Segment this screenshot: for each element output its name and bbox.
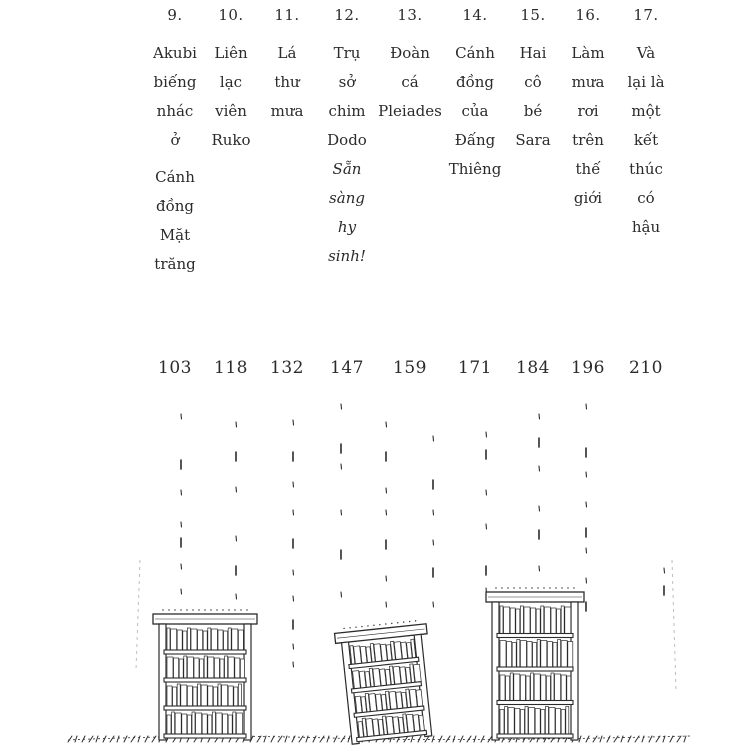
chapter-page-number: 159 bbox=[393, 358, 427, 378]
raindrop-icon bbox=[586, 548, 587, 553]
raindrop-icon bbox=[539, 506, 540, 511]
chapter-title-line: thúc bbox=[629, 160, 663, 178]
chapter-title-line: sàng bbox=[329, 189, 365, 207]
chapter-title-line: đồng bbox=[155, 197, 195, 215]
chapter-number: 14. bbox=[462, 6, 488, 24]
raindrop-icon bbox=[539, 466, 540, 471]
raindrop-icon bbox=[293, 596, 294, 601]
chapter-page-number: 118 bbox=[214, 358, 248, 378]
raindrop-icon bbox=[433, 510, 434, 515]
chapter-title-line: trên bbox=[572, 131, 604, 149]
chapter-number: 10. bbox=[218, 6, 244, 24]
bookshelf-icon bbox=[334, 619, 438, 745]
chapter-title-line: Akubi bbox=[153, 44, 197, 62]
raindrop-icon bbox=[181, 589, 182, 594]
raindrop-icon bbox=[341, 592, 342, 597]
bookshelves-rain-illustration bbox=[0, 390, 750, 750]
chapter-title-line: Liên bbox=[214, 44, 248, 62]
raindrop-icon bbox=[486, 490, 487, 495]
chapter-page-number: 103 bbox=[158, 358, 192, 378]
raindrop-icon bbox=[293, 570, 294, 575]
chapter-title-line: ở bbox=[170, 131, 180, 149]
chapter-title-line: chim bbox=[328, 102, 366, 120]
chapter-title-line: thế bbox=[575, 160, 601, 178]
chapter-title-line: biếng bbox=[153, 73, 197, 91]
chapter-number: 15. bbox=[520, 6, 546, 24]
bookshelf-icon bbox=[153, 609, 257, 740]
chapter-title-line: trăng bbox=[154, 255, 196, 273]
raindrop-icon bbox=[293, 482, 294, 487]
chapter-page-number: 132 bbox=[270, 358, 304, 378]
chapter-title-line: hy bbox=[337, 218, 357, 236]
chapter-title-line: đồng bbox=[455, 73, 495, 91]
chapter-title-line: của bbox=[461, 102, 489, 120]
chapter-number: 16. bbox=[575, 6, 601, 24]
chapter-title-line: rơi bbox=[577, 102, 599, 120]
chapter-title-line: thư bbox=[274, 73, 300, 91]
chapter-title-line: nhác bbox=[156, 102, 194, 120]
chapter-title-line: kết bbox=[633, 131, 659, 149]
raindrop-icon bbox=[293, 510, 294, 515]
chapter-title-line: có bbox=[637, 189, 655, 207]
raindrop-icon bbox=[586, 502, 587, 507]
chapter-title-line: sở bbox=[338, 73, 356, 91]
raindrop-icon bbox=[341, 510, 342, 515]
chapter-number: 12. bbox=[334, 6, 360, 24]
chapter-title-line: Pleiades bbox=[378, 102, 442, 120]
raindrop-icon bbox=[386, 510, 387, 515]
chapter-title bbox=[606, 39, 686, 242]
bookshelf-icon bbox=[486, 587, 584, 740]
raindrop-icon bbox=[664, 568, 665, 573]
raindrop-icon bbox=[236, 422, 237, 427]
raindrop-icon bbox=[386, 602, 387, 607]
chapter-title-line: mưa bbox=[270, 102, 304, 120]
chapter-title-line: giới bbox=[573, 189, 603, 207]
chapter-number: 13. bbox=[397, 6, 423, 24]
chapter-title-line: Và bbox=[636, 44, 656, 62]
chapter-title-line: Ruko bbox=[211, 131, 251, 149]
raindrop-icon bbox=[181, 414, 182, 419]
raindrop-icon bbox=[586, 578, 587, 583]
chapter-title-line: Cánh bbox=[155, 168, 195, 186]
raindrop-icon bbox=[539, 414, 540, 419]
chapter-title-line: Mặt bbox=[159, 226, 191, 244]
raindrop-icon bbox=[586, 404, 587, 409]
chapter-title-line: viên bbox=[215, 102, 247, 120]
raindrop-icon bbox=[539, 566, 540, 571]
chapter-title-line: cá bbox=[401, 73, 419, 91]
raindrop-icon bbox=[181, 564, 182, 569]
raindrop-icon bbox=[341, 404, 342, 409]
chapter-title-line: bé bbox=[523, 102, 543, 120]
chapter-page-number: 210 bbox=[629, 358, 663, 378]
title-gap bbox=[135, 155, 215, 163]
raindrop-icon bbox=[433, 602, 434, 607]
chapter-title-line: lại là bbox=[627, 73, 665, 91]
chapter-title-line: Cánh bbox=[455, 44, 495, 62]
raindrop-icon bbox=[181, 490, 182, 495]
raindrop-icon bbox=[386, 422, 387, 427]
chapter-title-line: Đấng bbox=[454, 131, 496, 149]
chapter-title-line: sinh! bbox=[328, 247, 366, 265]
raindrop-icon bbox=[236, 536, 237, 541]
raindrop-icon bbox=[386, 488, 387, 493]
chapter-page-number: 147 bbox=[330, 358, 364, 378]
chapter-title-line: Sara bbox=[515, 131, 551, 149]
chapter-title-line: một bbox=[631, 102, 661, 120]
chapter-page-number: 196 bbox=[571, 358, 605, 378]
raindrop-icon bbox=[236, 594, 237, 599]
raindrop-icon bbox=[486, 432, 487, 437]
chapter-title-line: lạc bbox=[219, 73, 243, 91]
raindrop-icon bbox=[293, 662, 294, 667]
chapter-title-line: Thiêng bbox=[448, 160, 502, 178]
raindrop-icon bbox=[586, 472, 587, 477]
chapter-title-line: cô bbox=[524, 73, 542, 91]
raindrop-icon bbox=[236, 487, 237, 492]
chapter-title-line: Hai bbox=[519, 44, 547, 62]
raindrop-icon bbox=[293, 420, 294, 425]
chapter-title-line: Dodo bbox=[327, 131, 367, 149]
chapter-title-line: Trụ bbox=[333, 44, 361, 62]
chapter-page-number: 171 bbox=[458, 358, 492, 378]
raindrop-icon bbox=[433, 436, 434, 441]
chapter-number: 17. bbox=[633, 6, 659, 24]
raindrop-icon bbox=[486, 524, 487, 529]
chapter-title-line: Sẵn bbox=[332, 160, 362, 178]
chapter-title-line: Làm bbox=[571, 44, 605, 62]
raindrop-icon bbox=[341, 464, 342, 469]
chapter-title-line: Đoàn bbox=[390, 44, 430, 62]
raindrop-icon bbox=[181, 522, 182, 527]
chapter-title-line: Lá bbox=[277, 44, 297, 62]
raindrop-icon bbox=[433, 540, 434, 545]
chapter-number: 9. bbox=[167, 6, 183, 24]
chapter-title-line: hậu bbox=[631, 218, 661, 236]
raindrop-icon bbox=[386, 576, 387, 581]
chapter-title-line: mưa bbox=[571, 73, 605, 91]
chapter-number: 11. bbox=[274, 6, 300, 24]
chapter-page-number: 184 bbox=[516, 358, 550, 378]
raindrop-icon bbox=[293, 644, 294, 649]
